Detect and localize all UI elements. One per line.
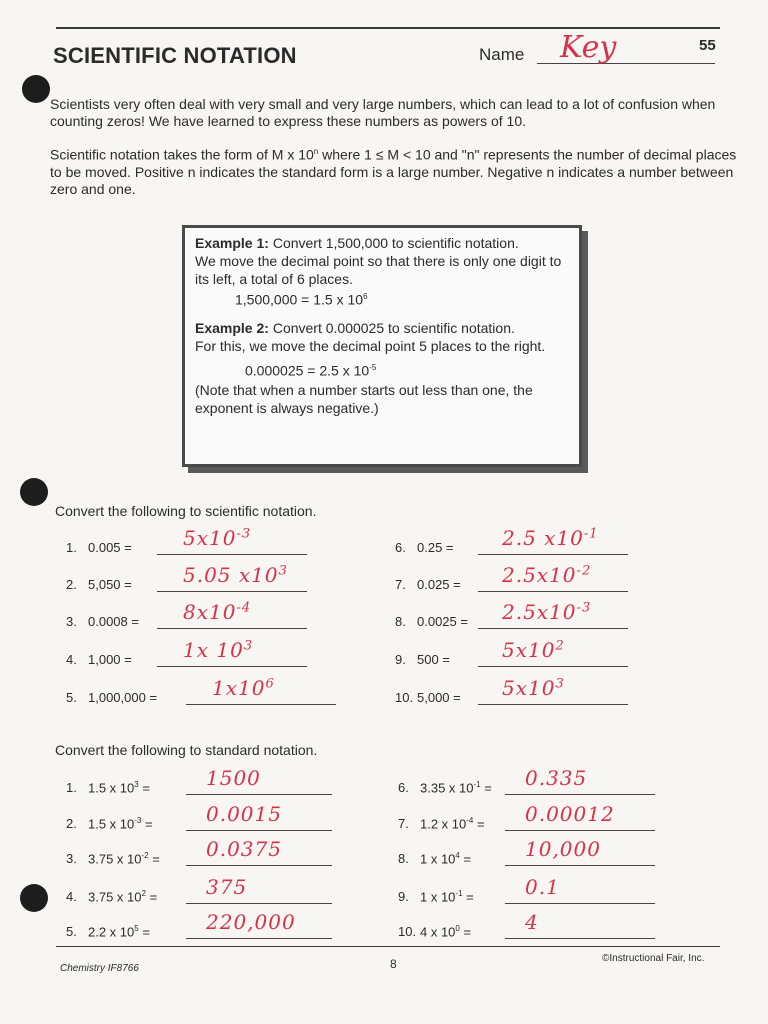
question-text: 0.0025 = xyxy=(417,614,468,629)
question-text: 500 = xyxy=(417,652,450,667)
answer-blank[interactable] xyxy=(186,865,332,866)
part1-heading: Convert the following to scientific notation. xyxy=(55,503,317,519)
answer-handwritten xyxy=(183,600,251,624)
answer-value: 5x10 xyxy=(183,526,237,550)
question-exponent: 2 xyxy=(141,889,146,898)
question-item xyxy=(66,652,132,667)
question-number: 4. xyxy=(66,652,77,667)
question-number: 10. xyxy=(395,690,414,705)
question-item xyxy=(398,816,485,831)
answer-handwritten xyxy=(206,875,247,899)
name-label: Name xyxy=(479,45,525,64)
answer-handwritten xyxy=(206,910,296,934)
answer-handwritten xyxy=(212,676,275,700)
question-equals: = xyxy=(145,889,158,905)
answer-value: 0.1 xyxy=(525,875,560,899)
answer-handwritten xyxy=(502,600,591,624)
question-text: 1,000,000 = xyxy=(88,690,158,705)
question-item xyxy=(398,889,474,904)
question-exponent: 4 xyxy=(455,851,460,860)
answer-handwritten xyxy=(525,910,539,934)
answer-blank[interactable] xyxy=(478,666,628,667)
footer-right: ©Instructional Fair, Inc. xyxy=(602,953,705,964)
question-number: 1. xyxy=(66,540,77,555)
question-item xyxy=(66,816,153,831)
question-item xyxy=(66,614,139,629)
question-text: 2.2 x 10 xyxy=(88,924,135,940)
question-text: 1,000 = xyxy=(88,652,132,667)
question-item xyxy=(398,851,471,866)
question-exponent: -2 xyxy=(141,851,149,860)
question-number: 2. xyxy=(66,816,77,832)
answer-handwritten xyxy=(525,766,587,790)
answer-value: 1x10 xyxy=(212,676,266,700)
answer-blank[interactable] xyxy=(478,554,628,555)
question-text: 0.0008 = xyxy=(88,614,139,629)
example-1-label: Example 1: xyxy=(195,235,269,251)
question-number: 3. xyxy=(66,851,77,867)
name-value: Key xyxy=(560,30,617,65)
question-equals: = xyxy=(473,816,485,832)
question-number: 2. xyxy=(66,577,77,592)
question-item xyxy=(66,540,132,555)
example-2-text: Convert 0.000025 to scientific notation. xyxy=(268,319,515,336)
page-title: SCIENTIFIC NOTATION xyxy=(53,43,297,68)
answer-handwritten xyxy=(502,638,565,662)
part2-heading: Convert the following to standard notation. xyxy=(55,742,318,758)
example-note: (Note that when a number starts out less than one, the exponent is always negative.) xyxy=(195,382,533,417)
question-item xyxy=(66,924,150,939)
answer-blank[interactable] xyxy=(186,794,332,795)
answer-value: 4 xyxy=(525,910,539,934)
answer-exponent: 3 xyxy=(278,563,288,579)
answer-exponent: 3 xyxy=(243,638,254,654)
question-number: 8. xyxy=(398,851,409,867)
answer-exponent: -3 xyxy=(236,526,252,542)
question-text: 1 x 10 xyxy=(420,851,456,867)
answer-value: 10,000 xyxy=(525,837,601,861)
question-text: 1.5 x 10 xyxy=(88,780,135,796)
question-item xyxy=(66,577,132,592)
answer-value: 2.5x10 xyxy=(502,563,577,587)
example-1-equation: 1,500,000 = 1.5 x $10^6$ xyxy=(235,291,368,308)
answer-value: 1500 xyxy=(206,766,261,790)
question-text: 5,050 = xyxy=(88,577,132,592)
binder-hole-icon xyxy=(22,75,50,103)
answer-blank[interactable] xyxy=(505,938,655,939)
answer-blank[interactable] xyxy=(505,865,655,866)
answer-exponent: 2 xyxy=(555,638,565,654)
answer-value: 5x10 xyxy=(502,638,556,662)
question-exponent: -1 xyxy=(473,780,481,789)
question-number: 1. xyxy=(66,780,77,796)
answer-blank[interactable] xyxy=(505,903,655,904)
answer-handwritten xyxy=(525,837,601,861)
answer-blank[interactable] xyxy=(186,704,336,705)
question-text: 4 x 10 xyxy=(420,924,456,940)
question-number: 6. xyxy=(395,540,406,555)
question-text: 1.2 x 10 xyxy=(420,816,467,832)
answer-blank[interactable] xyxy=(505,794,655,795)
answer-blank[interactable] xyxy=(157,591,307,592)
question-item xyxy=(66,851,160,866)
question-equals: = xyxy=(138,924,150,940)
question-exponent: -4 xyxy=(466,816,474,825)
answer-value: 5x10 xyxy=(502,676,556,700)
answer-handwritten xyxy=(502,563,591,587)
answer-value: 375 xyxy=(206,875,248,899)
binder-hole-icon xyxy=(20,884,48,912)
question-text: 5,000 = xyxy=(417,690,461,705)
answer-handwritten xyxy=(206,766,261,790)
answer-value: 220,000 xyxy=(206,910,296,934)
question-number: 9. xyxy=(398,889,409,905)
question-number: 6. xyxy=(398,780,409,796)
question-item xyxy=(395,652,450,667)
footer-page: 8 xyxy=(390,957,397,971)
answer-exponent: -2 xyxy=(576,563,592,579)
question-item xyxy=(66,889,157,904)
answer-value: 2.5 x10 xyxy=(502,526,584,550)
answer-exponent: -4 xyxy=(236,600,252,616)
answer-value: 0.0015 xyxy=(206,802,282,826)
example-2-body: For this, we move the decimal point 5 places to the right. xyxy=(195,337,546,354)
answer-exponent: -1 xyxy=(583,526,599,542)
question-text: 3.35 x 10 xyxy=(420,780,474,796)
answer-blank[interactable] xyxy=(157,554,307,555)
answer-exponent: 3 xyxy=(555,676,565,692)
example-2-equation: 0.000025 = 2.5 x $10^{-5}$ xyxy=(245,362,377,379)
footer-rule xyxy=(56,946,720,947)
answer-value: 0.00012 xyxy=(525,802,615,826)
question-number: 5. xyxy=(66,924,77,940)
question-exponent: 3 xyxy=(134,780,139,789)
question-text: 3.75 x 10 xyxy=(88,851,142,867)
question-exponent: 5 xyxy=(134,924,139,933)
answer-handwritten xyxy=(502,526,599,550)
footer-left: Chemistry IF8766 xyxy=(60,963,139,974)
question-item xyxy=(395,540,454,555)
page-number: 55 xyxy=(699,37,716,54)
binder-hole-icon xyxy=(20,478,48,506)
answer-handwritten xyxy=(206,837,282,861)
question-text: 1 x 10 xyxy=(420,889,456,905)
question-number: 9. xyxy=(395,652,406,667)
question-text: 0.025 = xyxy=(417,577,461,592)
answer-handwritten xyxy=(525,802,615,826)
intro-paragraph-1: Scientists very often deal with very small and very large numbers, which can lead to a lot of confusion when counting zeros! We have learned to express these numbers as powers of 10. xyxy=(50,96,716,129)
question-text: 3.75 x 10 xyxy=(88,889,142,905)
answer-handwritten xyxy=(206,802,282,826)
answer-value: 8x10 xyxy=(183,600,237,624)
question-number: 7. xyxy=(398,816,409,832)
answer-handwritten xyxy=(183,526,251,550)
question-item xyxy=(66,780,150,795)
example-1-text: Convert 1,500,000 to scientific notation. xyxy=(268,235,519,251)
question-number: 8. xyxy=(395,614,406,629)
answer-exponent: 6 xyxy=(265,676,275,692)
answer-blank[interactable] xyxy=(186,830,332,831)
question-number: 10. xyxy=(398,924,417,940)
answer-handwritten xyxy=(525,875,560,899)
question-exponent: 0 xyxy=(455,924,460,933)
question-equals: = xyxy=(480,780,492,796)
question-exponent: -3 xyxy=(134,816,142,825)
examples-box xyxy=(182,225,582,467)
question-equals: = xyxy=(459,924,472,940)
example-1-body: We move the decimal point so that there is only one digit to its left, a total of 6 places. xyxy=(195,253,562,287)
question-item xyxy=(395,577,461,592)
answer-blank[interactable] xyxy=(478,628,628,629)
answer-blank[interactable] xyxy=(186,938,332,939)
question-item xyxy=(398,780,492,795)
answer-blank[interactable] xyxy=(505,830,655,831)
question-equals: = xyxy=(138,780,150,796)
question-equals: = xyxy=(141,816,153,832)
question-number: 7. xyxy=(395,577,406,592)
question-text: 0.25 = xyxy=(417,540,454,555)
answer-value: 5.05 x10 xyxy=(183,563,279,587)
answer-exponent: -3 xyxy=(576,600,592,616)
question-item xyxy=(395,690,461,705)
question-equals: = xyxy=(462,889,474,905)
answer-value: 0.335 xyxy=(525,766,588,790)
question-number: 4. xyxy=(66,889,77,905)
answer-value: 1x 10 xyxy=(183,638,244,662)
question-number: 3. xyxy=(66,614,77,629)
question-text: 0.005 = xyxy=(88,540,132,555)
answer-value: 2.5x10 xyxy=(502,600,577,624)
question-number: 5. xyxy=(66,690,77,705)
question-item xyxy=(66,690,157,705)
question-equals: = xyxy=(459,851,472,867)
answer-value: 0.0375 xyxy=(206,837,282,861)
answer-blank[interactable] xyxy=(157,628,307,629)
answer-blank[interactable] xyxy=(478,704,628,705)
answer-handwritten xyxy=(502,676,565,700)
question-exponent: -1 xyxy=(455,889,463,898)
answer-blank[interactable] xyxy=(186,903,332,904)
question-text: 1.5 x 10 xyxy=(88,816,135,832)
example-2-label: Example 2: xyxy=(195,319,269,336)
answer-blank[interactable] xyxy=(478,591,628,592)
answer-blank[interactable] xyxy=(157,666,307,667)
answer-handwritten xyxy=(183,563,288,587)
question-item xyxy=(395,614,468,629)
question-item xyxy=(398,924,471,939)
top-rule xyxy=(56,27,720,29)
question-equals: = xyxy=(148,851,160,867)
answer-handwritten xyxy=(183,638,253,662)
intro-paragraph-2: Scientific notation takes the form of M x 10$^n$ where 1 ≤ M < 10 and "n" represents the number of decimal places to be moved. Positive n indicates the standard form is a large number. Negative n indicates a number between zero and one. xyxy=(50,146,737,197)
